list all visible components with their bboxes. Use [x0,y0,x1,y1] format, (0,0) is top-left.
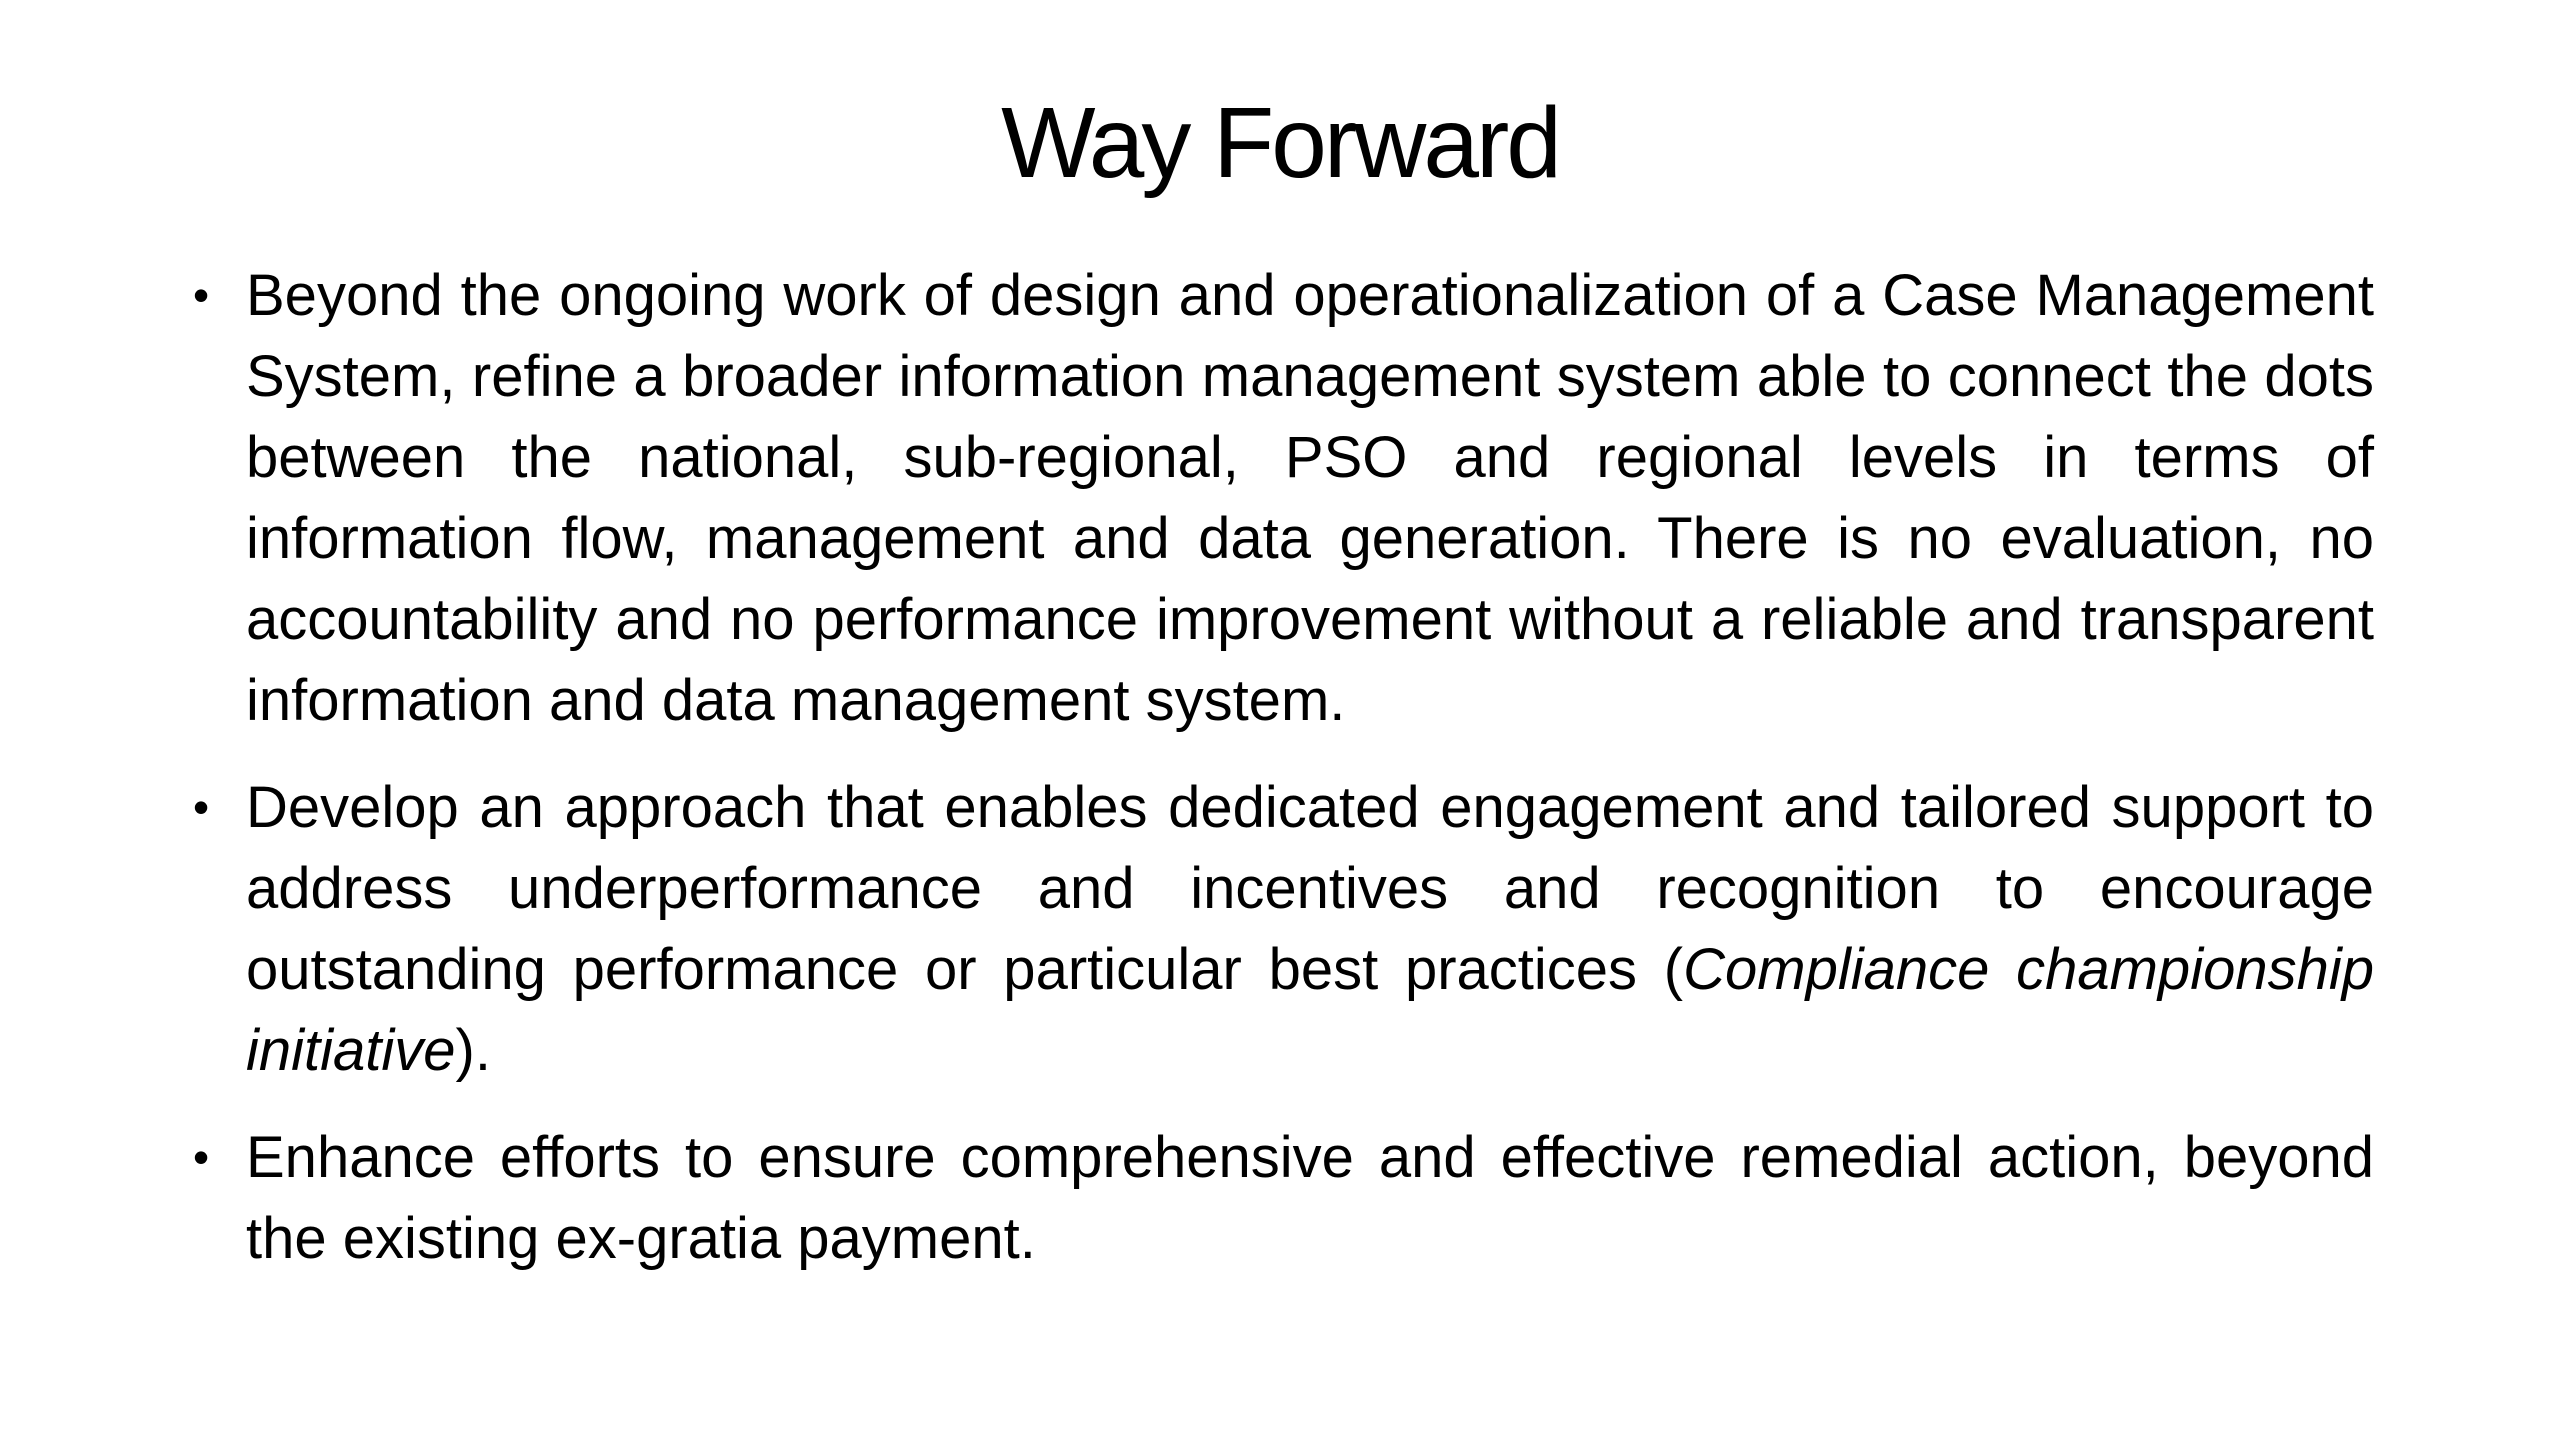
bullet-text: Beyond the ongoing work of design and operationalization of a Case Management System, refine a broader information management system able to connect the dots between the national, sub-regional, PSO and regional levels in terms of information flow, management and data generation. There is no evaluation, no accountability and no performance improvement without a reliable and transparent information and data management system. [246,263,2374,733]
bullet-dot-icon: • [193,1131,210,1183]
bullet-item-3 [193,1117,2374,1279]
bullet-dot-icon: • [193,269,210,321]
bullet-dot-icon: • [193,781,210,833]
bullet-text-after: ). [455,1018,491,1083]
bullet-item-1 [193,255,2374,741]
bullet-list [193,255,2374,1305]
bullet-text-italic: Compliance championship initiative [246,937,2374,1083]
bullet-item-2 [193,767,2374,1091]
bullet-text-before: Develop an approach that enables dedicated engagement and tailored support to address underperformance and incentives and recognition to encourage outstanding performance or particular best practices ( [246,775,2374,1002]
slide-title: Way Forward [1001,87,1559,199]
bullet-text: Enhance efforts to ensure comprehensive and effective remedial action, beyond the existing ex-gratia payment. [246,1125,2374,1271]
